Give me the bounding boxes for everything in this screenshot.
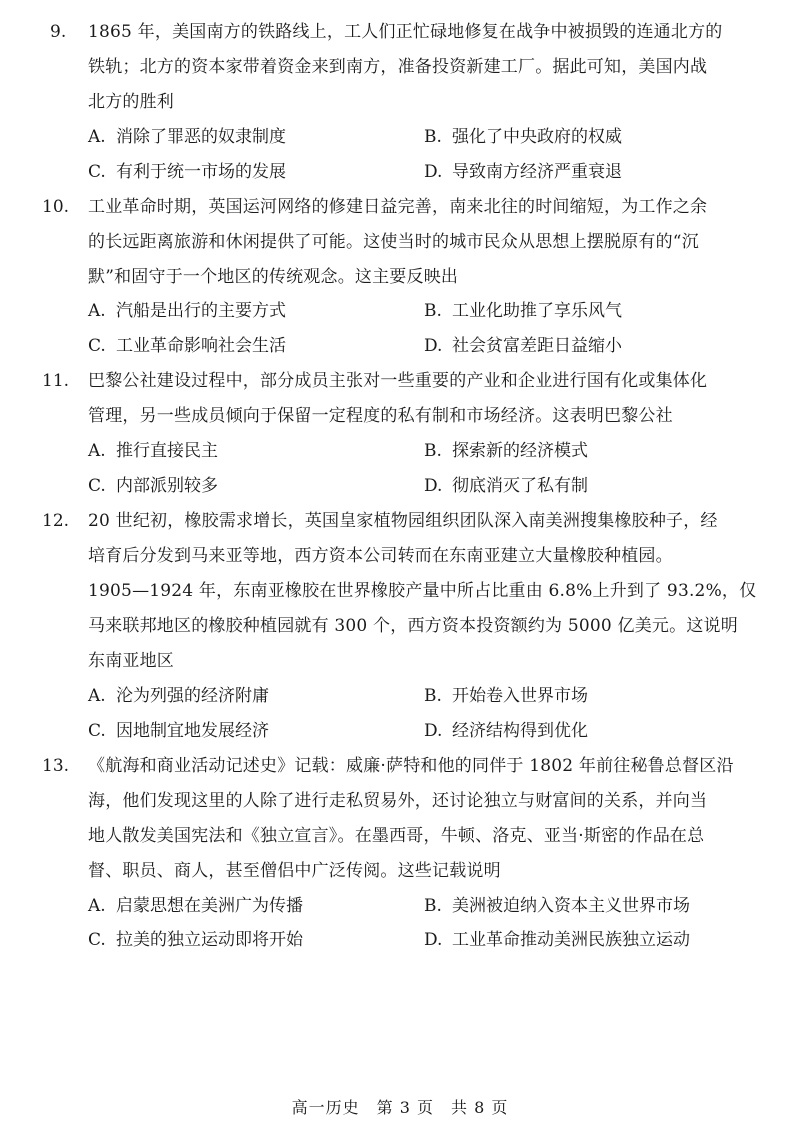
option-letter: B. <box>424 896 442 916</box>
option-text: 汽船是出行的主要方式 <box>116 301 286 321</box>
option-letter: D. <box>424 476 443 496</box>
question-text-line: 东南亚地区 <box>88 651 174 671</box>
option-letter: D. <box>424 162 443 182</box>
option-a <box>88 301 286 321</box>
option-letter: A. <box>88 441 106 461</box>
option-c <box>88 336 286 356</box>
option-b <box>424 441 588 461</box>
option-d <box>424 162 622 182</box>
option-a <box>88 441 218 461</box>
option-text: 因地制宜地发展经济 <box>116 721 269 741</box>
option-text: 强化了中央政府的权威 <box>452 127 622 147</box>
option-letter: C. <box>88 721 106 741</box>
option-b <box>424 896 690 916</box>
page-footer: 高一历史 第 3 页 共 8 页 <box>291 1098 509 1117</box>
option-a <box>88 686 269 706</box>
question-text-line: 马来联邦地区的橡胶种植园就有 300 个，西方资本投资额约为 5000 亿美元。这说明 <box>88 616 738 636</box>
option-d <box>424 476 588 496</box>
option-letter: A. <box>88 301 106 321</box>
option-a <box>88 127 286 147</box>
question-text-line: 管理，另一些成员倾向于保留一定程度的私有制和市场经济。这表明巴黎公社 <box>88 406 673 426</box>
option-letter: B. <box>424 441 442 461</box>
question-text-line: 工业革命时期，英国运河网络的修建日益完善，南来北往的时间缩短，为工作之余 <box>88 197 708 217</box>
option-b <box>424 301 622 321</box>
option-letter: C. <box>88 476 106 496</box>
option-text: 开始卷入世界市场 <box>452 686 588 706</box>
option-text: 消除了罪恶的奴隶制度 <box>116 127 286 147</box>
option-b <box>424 686 588 706</box>
question-text-line: 地人散发美国宪法和《独立宣言》。在墨西哥，牛顿、洛克、亚当·斯密的作品在总 <box>88 826 705 846</box>
option-letter: B. <box>424 686 442 706</box>
option-text: 社会贫富差距日益缩小 <box>452 336 622 356</box>
question-text-line: 北方的胜利 <box>88 92 174 112</box>
option-text: 拉美的独立运动即将开始 <box>116 930 303 950</box>
question-text-line: 督、职员、商人，甚至僧侣中广泛传阅。这些记载说明 <box>88 861 501 881</box>
option-text: 工业化助推了享乐风气 <box>452 301 622 321</box>
option-d <box>424 930 690 950</box>
option-text: 彻底消灭了私有制 <box>452 476 588 496</box>
question-number: 9. <box>50 22 67 42</box>
option-letter: D. <box>424 721 443 741</box>
option-text: 内部派别较多 <box>116 476 218 496</box>
option-letter: D. <box>424 930 443 950</box>
option-text: 工业革命影响社会生活 <box>116 336 286 356</box>
option-text: 美洲被迫纳入资本主义世界市场 <box>452 896 690 916</box>
question-text-line: 20 世纪初，橡胶需求增长，英国皇家植物园组织团队深入南美洲搜集橡胶种子，经 <box>88 511 718 531</box>
option-b <box>424 127 622 147</box>
option-text: 有利于统一市场的发展 <box>116 162 286 182</box>
option-c <box>88 721 269 741</box>
question-number: 12. <box>42 511 70 531</box>
option-letter: A. <box>88 896 106 916</box>
option-text: 启蒙思想在美洲广为传播 <box>116 896 303 916</box>
question-text-line: 1865 年，美国南方的铁路线上，工人们正忙碌地修复在战争中被损毁的连通北方的 <box>88 22 723 42</box>
option-a <box>88 896 303 916</box>
option-text: 探索新的经济模式 <box>452 441 588 461</box>
option-letter: C. <box>88 336 106 356</box>
question-text-line: 默”和固守于一个地区的传统观念。这主要反映出 <box>88 267 459 287</box>
question-text-line: 铁轨；北方的资本家带着资金来到南方，准备投资新建工厂。据此可知，美国内战 <box>88 57 708 77</box>
question-text-line: 的长远距离旅游和休闲提供了可能。这使当时的城市民众从思想上摆脱原有的“沉 <box>88 232 699 252</box>
option-letter: A. <box>88 127 106 147</box>
option-text: 沦为列强的经济附庸 <box>116 686 269 706</box>
question-text-line: 巴黎公社建设过程中，部分成员主张对一些重要的产业和企业进行国有化或集体化 <box>88 371 708 391</box>
option-c <box>88 162 286 182</box>
question-text-line: 《航海和商业活动记述史》记载：威廉·萨特和他的同伴于 1802 年前往秘鲁总督区沿 <box>88 756 734 776</box>
option-letter: A. <box>88 686 106 706</box>
option-text: 经济结构得到优化 <box>452 721 588 741</box>
option-letter: C. <box>88 930 106 950</box>
option-d <box>424 721 588 741</box>
option-letter: B. <box>424 127 442 147</box>
option-c <box>88 476 218 496</box>
option-d <box>424 336 622 356</box>
option-letter: D. <box>424 336 443 356</box>
option-text: 导致南方经济严重衰退 <box>452 162 622 182</box>
question-number: 10. <box>42 197 70 217</box>
question-text-line: 海，他们发现这里的人除了进行走私贸易外，还讨论独立与财富间的关系，并向当 <box>88 791 708 811</box>
question-number: 13. <box>42 756 70 776</box>
option-text: 推行直接民主 <box>116 441 218 461</box>
question-text-line: 1905—1924 年，东南亚橡胶在世界橡胶产量中所占比重由 6.8%上升到了 93.2%，仅 <box>88 581 757 601</box>
option-letter: C. <box>88 162 106 182</box>
option-c <box>88 930 303 950</box>
option-letter: B. <box>424 301 442 321</box>
question-number: 11. <box>42 371 70 391</box>
question-text-line: 培育后分发到马来亚等地，西方资本公司转而在东南亚建立大量橡胶种植园。 <box>88 546 673 566</box>
option-text: 工业革命推动美洲民族独立运动 <box>452 930 690 950</box>
